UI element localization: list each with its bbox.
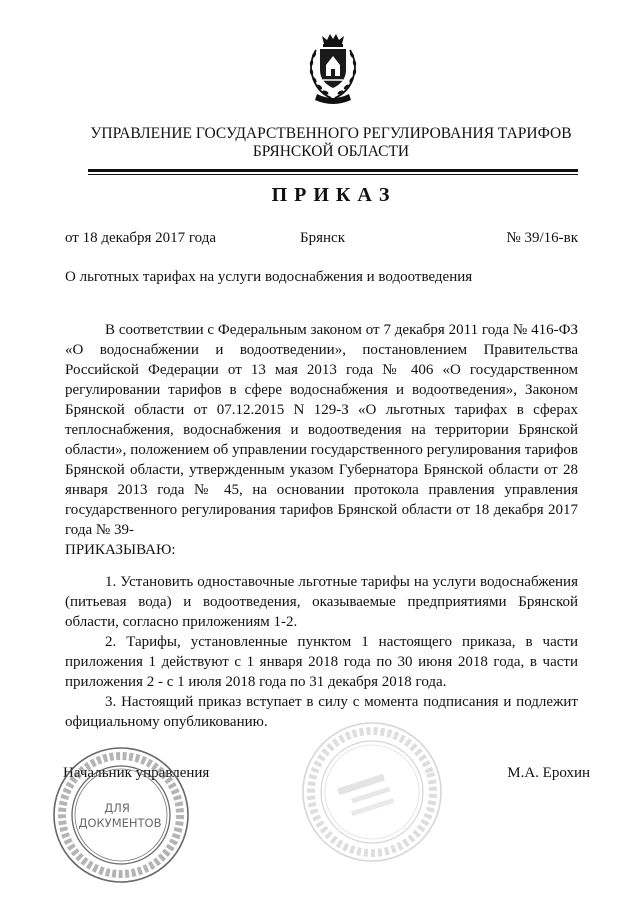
document-city: Брянск (300, 230, 345, 246)
document-type: П Р И К А З (271, 184, 391, 206)
item-1-line: (питьевая вода) и водоотведения, оказываемые предприятиями Брянской (65, 594, 578, 610)
stamp-text-line: ДЛЯ (104, 801, 130, 815)
org-name-line1: УПРАВЛЕНИЕ ГОСУДАРСТВЕННОГО РЕГУЛИРОВАНИЯ ТАРИФОВ (90, 125, 572, 142)
preamble-line: регулировании тарифов в сфере водоснабжения и водоотведения», Законом (65, 382, 578, 398)
item-2-line: 2. Тарифы, установленные пунктом 1 настоящего приказа, в части (105, 634, 578, 650)
document-number: № 39/16-вк (506, 230, 578, 246)
item-2-line: приложения 2 - с 1 июля 2018 года по 31 декабря 2018 года. (65, 674, 447, 690)
signatory-position: Начальник управления (63, 765, 210, 781)
preamble-line: государственного регулирования тарифов Брянской области от 18 декабря 2017 (65, 502, 578, 518)
item-1-line: области, согласно приложениям 1-2. (65, 614, 298, 630)
order-word: ПРИКАЗЫВАЮ: (65, 542, 176, 558)
stamp-text-line: ДОКУМЕНТОВ (78, 816, 162, 830)
document-meta (65, 228, 578, 248)
seal-stamp-for-documents (50, 744, 192, 886)
document-date: от 18 декабря 2017 года (65, 230, 217, 246)
header-rule-thick (88, 169, 578, 172)
preamble-line: Брянской области от 07.12.2015 N 129-З «О льготных тарифах в сферах (65, 402, 578, 418)
item-3-line: 3. Настоящий приказ вступает в силу с момента подписания и подлежит (105, 694, 578, 710)
document-title: О льготных тарифах на услуги водоснабжения и водоотведения (65, 269, 473, 285)
preamble (65, 320, 578, 560)
header-rule-thin (88, 174, 578, 175)
item-1-line: 1. Установить одноставочные льготные тарифы на услуги водоснабжения (105, 574, 578, 590)
preamble-line: Российской Федерации от 13 мая 2013 года № 406 «О государственном (65, 362, 578, 378)
preamble-line: теплоснабжения, водоснабжения и водоотведения на территории Брянской (65, 422, 578, 438)
org-name-line2: БРЯНСКОЙ ОБЛАСТИ (252, 143, 410, 160)
signatory-name: М.А. Ерохин (507, 765, 590, 781)
preamble-line: области», положением об управлении государственного регулирования тарифов (65, 442, 578, 458)
item-3-line: официальному опубликованию. (65, 714, 268, 730)
official-seal-stamp-faint (300, 720, 444, 864)
preamble-line: Брянской области, утвержденным указом Губернатора Брянской области от 28 (65, 462, 578, 478)
order-items (65, 572, 578, 732)
preamble-line: января 2013 года № 45, на основании протокола правления управления (65, 482, 578, 498)
document-title-block (65, 267, 578, 287)
item-2-line: приложения 1 действуют с 1 января 2018 года по 30 июня 2018 года, в части (65, 654, 578, 670)
preamble-line: В соответствии с Федеральным законом от 7 декабря 2011 года № 416-ФЗ (105, 322, 578, 338)
preamble-line: «О водоснабжении и водоотведении», постановлением Правительства (65, 342, 578, 358)
coat-of-arms-icon (301, 32, 365, 106)
preamble-line: года № 39- (65, 522, 134, 538)
